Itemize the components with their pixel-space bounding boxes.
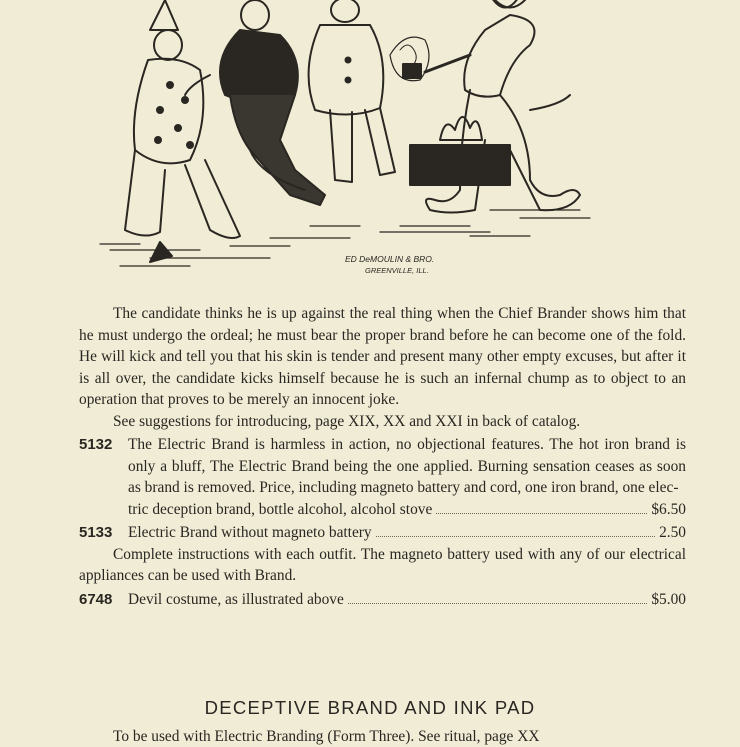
intro-paragraph-block: [79, 303, 686, 610]
item-6748: [79, 589, 686, 611]
item-last-line: Devil costume, as illustrated above: [128, 590, 344, 608]
item-price: 2.50: [659, 524, 686, 541]
item-price: $5.00: [651, 590, 686, 608]
item-last-line: tric deception brand, bottle alcohol, alcohol stove: [128, 500, 433, 518]
tail-text: To be used with Electric Branding (Form Three). See ritual, page XX: [113, 728, 540, 745]
item-5132: [79, 434, 686, 520]
item-number: 6748: [79, 590, 113, 608]
item-description: The Electric Brand is harmless in action, no objectional features. The hot iron brand is only a bluff, The Electric Brand being the one applied. Burning sensation ceases as soon as brand is removed. Price, including magneto battery and cord, one iron brand, one elec-: [128, 436, 686, 496]
candidate-figure: [185, 0, 325, 205]
engraving-illustration: [90, 0, 610, 285]
item-price: $6.50: [651, 500, 686, 518]
suggestions-line: See suggestions for introducing, page XIX, XX and XXI in back of catalog.: [113, 412, 581, 430]
dot-leader: [376, 535, 655, 537]
instructions-paragraph: Complete instructions with each outfit. The magneto battery used with any of our electrical appliances can be used with Brand.: [79, 545, 686, 584]
dot-leader: [436, 512, 647, 514]
signature-line2: GREENVILLE, ILL.: [365, 266, 429, 275]
attendant-figure: [309, 0, 395, 182]
clown-figure: [125, 0, 240, 262]
brazier-fire: [390, 37, 510, 185]
item-5133: [79, 522, 686, 544]
signature-line1: ED DeMOULIN & BRO.: [345, 254, 435, 264]
intro-paragraph: The candidate thinks he is up against the real thing when the Chief Brander shows him that he must undergo the ordeal; he must bear the proper brand before he can become one of the fold. He will kick and tell you that his skin is tender and present many other empty excuses, but after it is all over, the candidate kicks himself because he is such an infernal chump as to object to an operation that proves to be merely an innocent joke.: [79, 305, 686, 408]
item-number: 5132: [79, 436, 113, 453]
item-last-line: Electric Brand without magneto battery: [128, 524, 372, 541]
section-heading: DECEPTIVE BRAND AND INK PAD: [204, 697, 536, 718]
dot-leader: [348, 602, 648, 604]
item-number: 5133: [79, 524, 113, 541]
